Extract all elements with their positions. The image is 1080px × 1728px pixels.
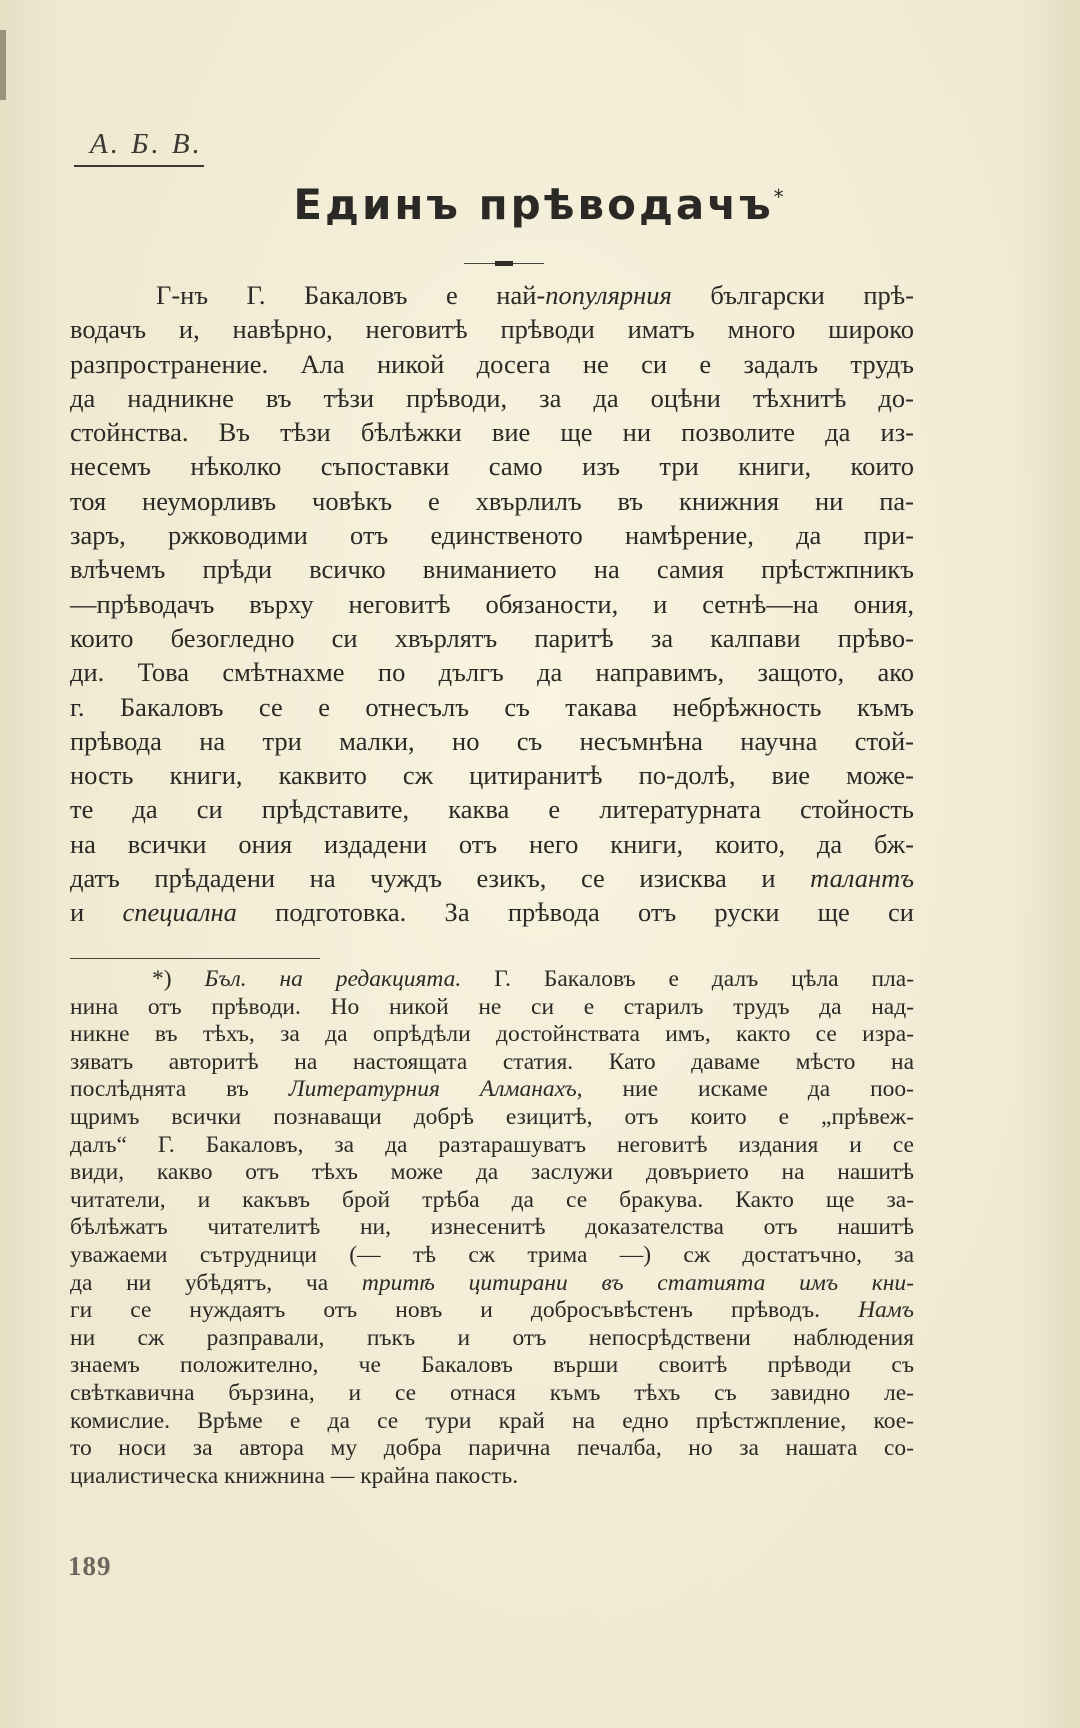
footnote-line xyxy=(70,1297,914,1325)
footnote-line xyxy=(70,1242,914,1270)
footnote-line xyxy=(70,966,914,994)
body-line xyxy=(70,792,914,826)
footnote-line xyxy=(70,1463,914,1491)
body-line xyxy=(70,895,914,929)
page-number: 189 xyxy=(68,1551,112,1581)
footnote-rule xyxy=(70,958,320,959)
body-text: г. Бакаловъ се е отнесълъ съ такава небрѣжность къмъ xyxy=(70,691,914,722)
body-line xyxy=(70,484,914,518)
body-text: да надникне въ тѣзи прѣводи, за да оцѣни тѣхнитѣ до- xyxy=(70,382,914,413)
footnote-text: Г. Бакаловъ е далъ цѣла пла- xyxy=(461,966,915,992)
footnote-text: ги се нуждаятъ отъ новъ и добросъвѣстенъ прѣводъ. xyxy=(70,1297,821,1324)
footnote-line xyxy=(70,1159,914,1187)
footnote-line xyxy=(70,994,914,1022)
body-text: прѣвода на три малки, но съ несъмнѣна научна стой- xyxy=(70,725,914,756)
footnote xyxy=(70,966,914,1490)
body-text: на всички ония издадени отъ него книги, които, да бж- xyxy=(70,828,914,859)
body-line xyxy=(70,861,914,895)
footnote-text: послѣднята въ xyxy=(70,1076,289,1103)
body-line xyxy=(70,312,914,346)
footnote-line xyxy=(70,1076,914,1104)
footnote-line xyxy=(70,1352,914,1380)
footnote-text: читатели, и какъвъ брой трѣба да се бракува. Както ще за- xyxy=(70,1186,914,1213)
author-initials: А. Б. В. xyxy=(90,128,203,160)
footnote-text: , ние искаме да поо- xyxy=(576,1076,914,1103)
footnote-text: бѣлѣжатъ читателитѣ ни, изнесенитѣ доказателства отъ нашитѣ xyxy=(70,1214,914,1241)
footnote-line xyxy=(70,1270,914,1298)
body-text: Г-нъ Г. Бакаловъ е най- xyxy=(156,280,546,310)
body-text: датъ прѣдадени на чуждъ езикъ, се изисква и xyxy=(70,863,811,894)
footnote-text: зяватъ авторитѣ на настоящата статия. Като даваме мѣсто на xyxy=(70,1048,914,1075)
footnote-text: уважаеми сътрудници (— тѣ сж трима —) сж достатъчно, за xyxy=(70,1241,914,1268)
footnote-line xyxy=(70,1325,914,1353)
ornament-dash xyxy=(495,261,513,266)
body-line xyxy=(70,621,914,655)
footnote-line xyxy=(70,1408,914,1436)
body-text: ность книги, каквито сж цитиранитѣ по-долѣ, вие може- xyxy=(70,760,914,791)
footnote-text: никне въ тѣхъ, за да опрѣдѣли достойнствата имъ, както се изра- xyxy=(70,1021,914,1048)
body-italic-text: талантъ xyxy=(810,863,914,894)
body-text: влѣчемъ прѣди всичко вниманието на самия прѣстжпникъ xyxy=(70,554,914,585)
footnote-line xyxy=(70,1214,914,1242)
footnote-text: знаемъ положително, че Бакаловъ върши своитѣ прѣводи съ xyxy=(70,1352,914,1379)
article-title-text: Единъ прѣводачъ xyxy=(293,180,774,229)
title-ornament xyxy=(464,260,544,268)
body-text: —прѣводачъ върху неговитѣ обязаности, и сетнѣ—на ония, xyxy=(70,588,914,619)
body-line xyxy=(70,381,914,415)
footnote-line xyxy=(70,1049,914,1077)
body-text: тоя неуморливъ човѣкъ е хвърлилъ въ книжния ни па- xyxy=(70,485,914,516)
footnote-text: циалистическа книжнина — крайна пакость. xyxy=(70,1462,519,1489)
body-line xyxy=(70,655,914,689)
body-line xyxy=(70,552,914,586)
footnote-italic-text: Литературния Алманахъ xyxy=(288,1076,577,1103)
body-line xyxy=(70,587,914,621)
body-line xyxy=(70,518,914,552)
body-line xyxy=(70,449,914,483)
article-title xyxy=(0,180,1080,229)
footnote-text: ни сж разправали, пъкъ и отъ непосрѣдствени наблюдения xyxy=(70,1324,914,1351)
footnote-text: свѣткавична бързина, и се отнася къмъ тѣхъ съ завидно ле- xyxy=(70,1379,914,1406)
footnote-text: комислие. Врѣме е да се тури край на едно прѣстжпление, кое- xyxy=(70,1407,914,1434)
body-text: те да си прѣдставите, каква е литературната стойность xyxy=(70,794,914,825)
footnote-line xyxy=(70,1435,914,1463)
footnote-text: да ни убѣдятъ, ча xyxy=(70,1269,362,1296)
body-text: които безогледно си хвърлятъ паритѣ за калпави прѣво- xyxy=(70,622,914,653)
footnote-text: то носи за автора му добра парична печалба, но за нашата со- xyxy=(70,1435,914,1462)
footnote-text: види, какво отъ тѣхъ може да заслужи довърието на нашитѣ xyxy=(70,1159,914,1186)
body-text: несемъ нѣколко съпоставки само изъ три книги, които xyxy=(70,451,914,482)
body-text: български прѣ- xyxy=(671,280,914,310)
body-line xyxy=(70,827,914,861)
body-text: ди. Това смѣтнахме по дългъ да направимъ, защото, ако xyxy=(70,657,914,688)
footnote-text: щримъ всички познаващи добрѣ езицитѣ, отъ които е „прѣвеж- xyxy=(70,1103,914,1130)
footnote-text: нина отъ прѣводи. Но никой не си е старилъ трудъ да над- xyxy=(70,993,914,1020)
footnote-marker: * xyxy=(773,185,787,209)
body-line xyxy=(70,758,914,792)
footnote-italic-text: Намъ xyxy=(820,1297,914,1324)
body-italic-text: популярния xyxy=(545,280,672,310)
body-text: и xyxy=(70,897,123,928)
body-text: водачъ и, навѣрно, неговитѣ прѣводи иматъ много широко xyxy=(70,314,914,345)
footnote-text: *) xyxy=(152,966,205,992)
body-line xyxy=(70,278,914,312)
body-italic-text: специална xyxy=(122,897,237,928)
footnote-text: далъ“ Г. Бакаловъ, за да разтарашуватъ неговитѣ издания и се xyxy=(70,1131,914,1158)
binding-edge-shadow xyxy=(0,30,6,100)
body-text: разпространение. Ала никой досега не си е задалъ трудъ xyxy=(70,348,914,379)
footnote-line xyxy=(70,1187,914,1215)
footnote-line xyxy=(70,1104,914,1132)
footnote-italic-text: Бъл. на редакцията. xyxy=(204,966,462,992)
article-body xyxy=(70,278,914,930)
footnote-line xyxy=(70,1380,914,1408)
body-text: заръ, ржководими отъ единственото намѣрение, да при- xyxy=(70,520,914,551)
body-line xyxy=(70,690,914,724)
body-line xyxy=(70,347,914,381)
footnote-line xyxy=(70,1132,914,1160)
footnote-italic-text: тритѣ цитирани въ статията имъ кни- xyxy=(361,1269,914,1296)
author-underline xyxy=(74,165,204,167)
body-line xyxy=(70,724,914,758)
footnote-line xyxy=(70,1021,914,1049)
body-line xyxy=(70,415,914,449)
body-text: стойнства. Въ тѣзи бѣлѣжки вие ще ни позволите да из- xyxy=(70,417,914,448)
body-text: подготовка. За прѣвода отъ руски ще си xyxy=(236,897,914,928)
